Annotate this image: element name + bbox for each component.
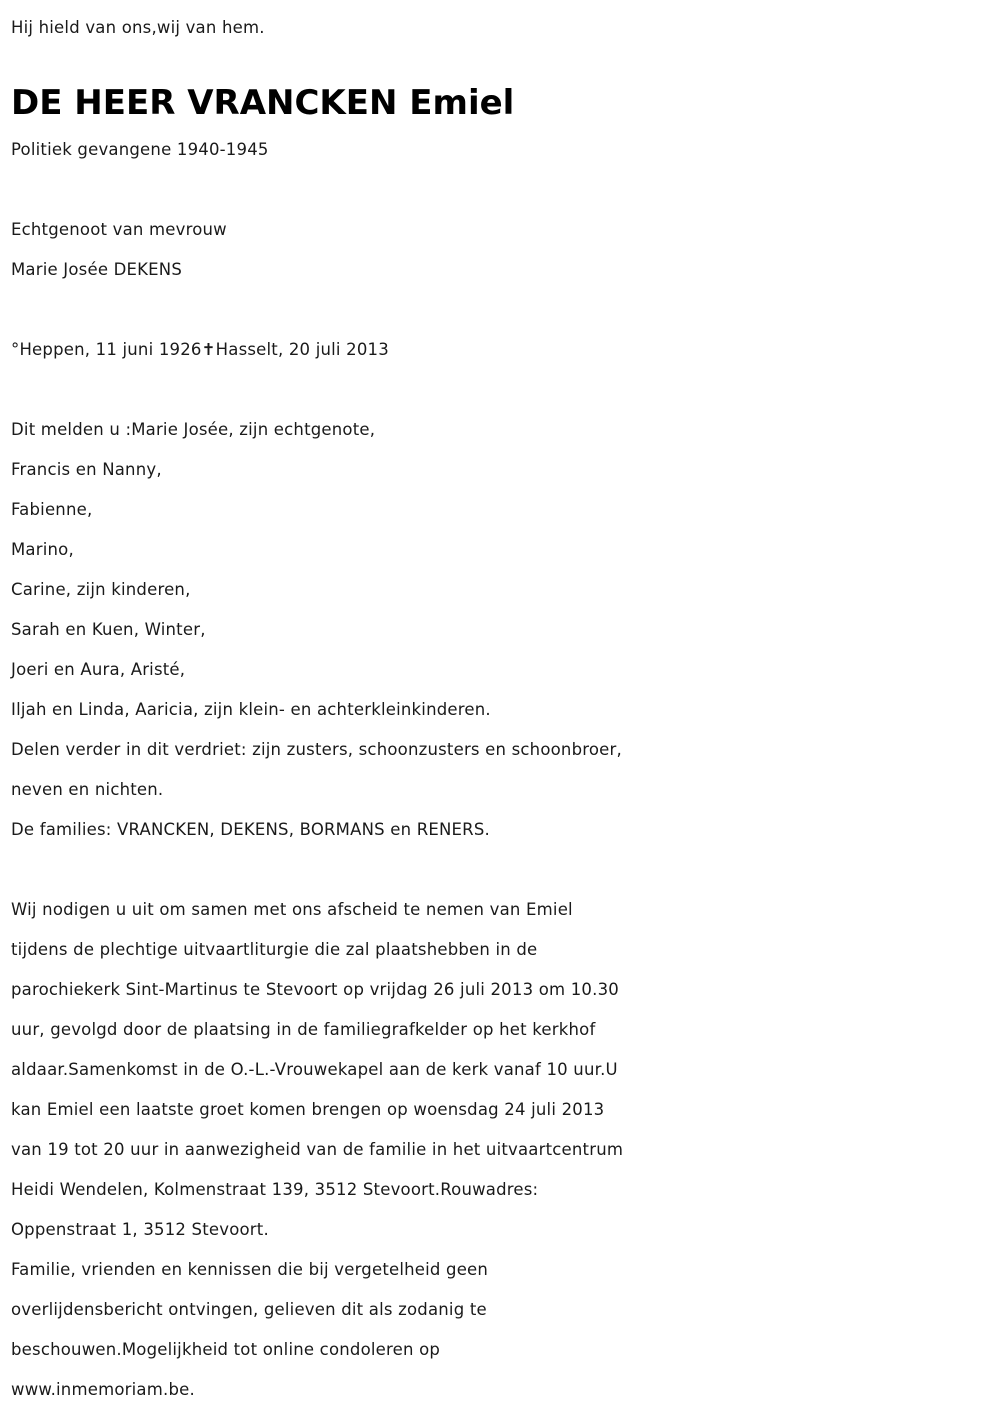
invitation-line: van 19 tot 20 uur in aanwezigheid van de familie in het uitvaartcentrum [11, 1140, 624, 1159]
invitation-line: beschouwen.Mogelijkheid tot online condoleren op [11, 1340, 441, 1359]
invitation-line: tijdens de plechtige uitvaartliturgie die zal plaatshebben in de [11, 940, 538, 959]
family-line: Iljah en Linda, Aaricia, zijn klein- en achterkleinkinderen. [11, 700, 491, 719]
family-line: Francis en Nanny, [11, 460, 162, 479]
motto: Hij hield van ons,wij van hem. [11, 18, 265, 37]
deceased-name: DE HEER VRANCKEN Emiel [11, 83, 515, 123]
family-line: Sarah en Kuen, Winter, [11, 620, 206, 639]
invitation-line: parochiekerk Sint-Martinus te Stevoort op vrijdag 26 juli 2013 om 10.30 [11, 980, 619, 999]
family-announcement [11, 410, 991, 850]
invitation-line: Oppenstraat 1, 3512 Stevoort. [11, 1220, 269, 1239]
obituary-document [11, 8, 991, 1410]
invitation-line: overlijdensbericht ontvingen, gelieven dit als zodanig te [11, 1300, 487, 1319]
invitation-line: Familie, vrienden en kennissen die bij vergetelheid geen [11, 1260, 489, 1279]
invitation-line: uur, gevolgd door de plaatsing in de familiegrafkelder op het kerkhof [11, 1020, 596, 1039]
family-line: Marino, [11, 540, 74, 559]
website-link: www.inmemoriam.be. [11, 1380, 195, 1399]
funeral-invitation [11, 890, 991, 1410]
family-line: De families: VRANCKEN, DEKENS, BORMANS en RENERS. [11, 820, 490, 839]
family-line: Dit melden u :Marie Josée, zijn echtgenote, [11, 420, 376, 439]
spacer [11, 370, 991, 410]
family-line: Fabienne, [11, 500, 93, 519]
deceased-title: Politiek gevangene 1940-1945 [11, 140, 269, 159]
invitation-line: Heidi Wendelen, Kolmenstraat 139, 3512 Stevoort.Rouwadres: [11, 1180, 539, 1199]
cross-icon: ✝ [201, 340, 216, 359]
death-info: Hasselt, 20 juli 2013 [215, 340, 389, 359]
family-line: Joeri en Aura, Aristé, [11, 660, 186, 679]
invitation-line: aldaar.Samenkomst in de O.-L.-Vrouwekapel aan de kerk vanaf 10 uur.U [11, 1060, 618, 1079]
family-line: neven en nichten. [11, 780, 164, 799]
invitation-line: kan Emiel een laatste groet komen brengen op woensdag 24 juli 2013 [11, 1100, 605, 1119]
birth-info: °Heppen, 11 juni 1926 [11, 340, 202, 359]
spacer [11, 290, 991, 330]
family-line: Carine, zijn kinderen, [11, 580, 191, 599]
spouse-line-2: Marie Josée DEKENS [11, 260, 183, 279]
spacer [11, 850, 991, 890]
birth-death-dates [11, 330, 991, 370]
spacer [11, 170, 991, 210]
invitation-line: Wij nodigen u uit om samen met ons afscheid te nemen van Emiel [11, 900, 573, 919]
family-line: Delen verder in dit verdriet: zijn zusters, schoonzusters en schoonbroer, [11, 740, 622, 759]
spouse-line-1: Echtgenoot van mevrouw [11, 220, 227, 239]
